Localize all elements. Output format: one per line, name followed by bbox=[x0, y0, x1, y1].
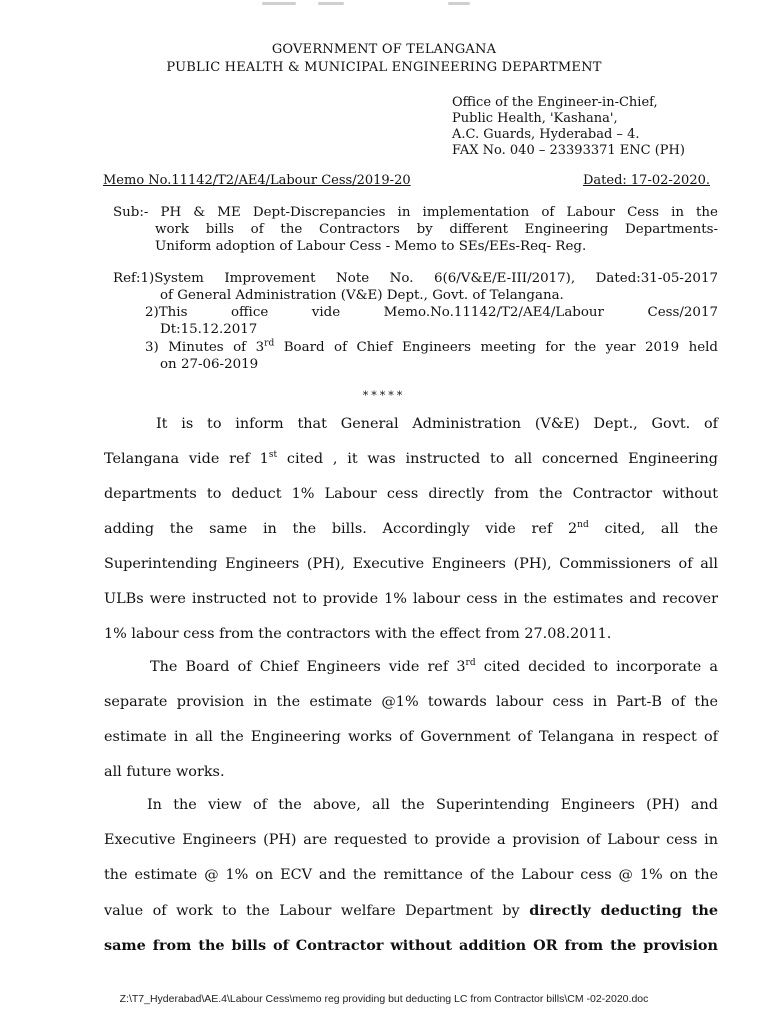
memo-date: Dated: 17-02-2020. bbox=[582, 173, 710, 188]
paragraph-line: 1% labour cess from the contractors with the effect from 27.08.2011. bbox=[104, 626, 612, 642]
paragraph-line bbox=[104, 512, 718, 547]
paragraph-line bbox=[104, 442, 718, 477]
text-run: The Board of Chief Engineers vide ref 3 bbox=[150, 659, 466, 675]
ordinal-suffix: st bbox=[268, 450, 278, 461]
reference-line: 2)This office vide Memo.No.11142/T2/AE4/Labour Cess/2017 bbox=[145, 305, 718, 320]
reference-line: Ref:1)System Improvement Note No. 6(6/V&E/E-III/2017), Dated:31-05-2017 bbox=[113, 271, 718, 286]
file-path-footer: Z:\T7_Hyderabad\AE.4\Labour Cess\memo reg providing but deducting LC from Contractor bills\CM -02-2020.doc bbox=[119, 993, 649, 1005]
paragraph-line bbox=[104, 650, 718, 685]
text-run: Telangana vide ref 1 bbox=[104, 451, 269, 467]
text-run: cited decided to incorporate a bbox=[475, 659, 718, 675]
paragraph-1 bbox=[104, 407, 718, 652]
paragraph-line bbox=[104, 893, 718, 928]
reference-line bbox=[145, 339, 718, 356]
address-line: Office of the Engineer-in-Chief, bbox=[452, 95, 658, 110]
text-run: value of work to the Labour welfare Department by bbox=[104, 903, 530, 919]
text-run: cited, all the bbox=[588, 521, 718, 537]
department-title: PUBLIC HEALTH & MUNICIPAL ENGINEERING DEPARTMENT bbox=[166, 60, 602, 75]
reference-line: Dt:15.12.2017 bbox=[160, 322, 258, 337]
paragraph-line: departments to deduct 1% Labour cess directly from the Contractor without bbox=[104, 486, 718, 502]
scan-artifact bbox=[318, 2, 344, 5]
paragraph-2 bbox=[104, 650, 718, 790]
government-title: GOVERNMENT OF TELANGANA bbox=[271, 42, 497, 57]
ordinal-suffix: rd bbox=[264, 338, 275, 349]
paragraph-line: In the view of the above, all the Superintending Engineers (PH) and bbox=[147, 797, 718, 813]
memo-number: Memo No.11142/T2/AE4/Labour Cess/2019-20 bbox=[103, 173, 411, 188]
address-line: FAX No. 040 – 23393371 ENC (PH) bbox=[452, 143, 685, 158]
reference-line: on 27-06-2019 bbox=[160, 357, 259, 372]
address-line: Public Health, 'Kashana', bbox=[452, 111, 618, 126]
office-address bbox=[452, 95, 685, 159]
scan-artifact bbox=[448, 2, 470, 5]
subject-line: Uniform adoption of Labour Cess - Memo to SEs/EEs-Req- Reg. bbox=[155, 239, 587, 254]
section-separator: ***** bbox=[362, 389, 406, 402]
address-line: A.C. Guards, Hyderabad – 4. bbox=[452, 127, 640, 142]
reference-2 bbox=[113, 304, 718, 338]
ordinal-suffix: nd bbox=[577, 520, 589, 531]
reference-1 bbox=[113, 270, 718, 304]
ordinal-suffix: rd bbox=[465, 658, 476, 669]
paragraph-line: separate provision in the estimate @1% towards labour cess in Part-B of the bbox=[104, 694, 718, 710]
paragraph-line: all future works. bbox=[104, 764, 225, 780]
paragraph-3 bbox=[104, 788, 718, 963]
paragraph-line: It is to inform that General Administration (V&E) Dept., Govt. of bbox=[156, 416, 718, 432]
subject-line: Sub:- PH & ME Dept-Discrepancies in implementation of Labour Cess in the bbox=[113, 205, 718, 220]
subject-line: work bills of the Contractors by different Engineering Departments- bbox=[155, 222, 718, 237]
text-run: adding the same in the bills. Accordingly vide ref 2 bbox=[104, 521, 578, 537]
ref-text: 3) Minutes of 3 bbox=[145, 340, 265, 355]
paragraph-line: ULBs were instructed not to provide 1% labour cess in the estimates and recover bbox=[104, 591, 718, 607]
paragraph-line: the estimate @ 1% on ECV and the remittance of the Labour cess @ 1% on the bbox=[104, 867, 718, 883]
paragraph-line: estimate in all the Engineering works of Government of Telangana in respect of bbox=[104, 729, 718, 745]
subject-block bbox=[113, 204, 718, 255]
paragraph-line: same from the bills of Contractor without addition OR from the provision bbox=[104, 937, 718, 954]
ref-text: Board of Chief Engineers meeting for the year 2019 held bbox=[274, 340, 718, 355]
text-run: cited , it was instructed to all concerned Engineering bbox=[277, 451, 718, 467]
reference-line: of General Administration (V&E) Dept., Govt. of Telangana. bbox=[160, 288, 564, 303]
emphasis-text: directly deducting the bbox=[529, 902, 719, 919]
paragraph-line: Superintending Engineers (PH), Executive Engineers (PH), Commissioners of all bbox=[104, 556, 718, 572]
paragraph-line: Executive Engineers (PH) are requested to provide a provision of Labour cess in bbox=[104, 832, 718, 848]
reference-3 bbox=[113, 339, 718, 373]
scan-artifact bbox=[262, 2, 296, 5]
